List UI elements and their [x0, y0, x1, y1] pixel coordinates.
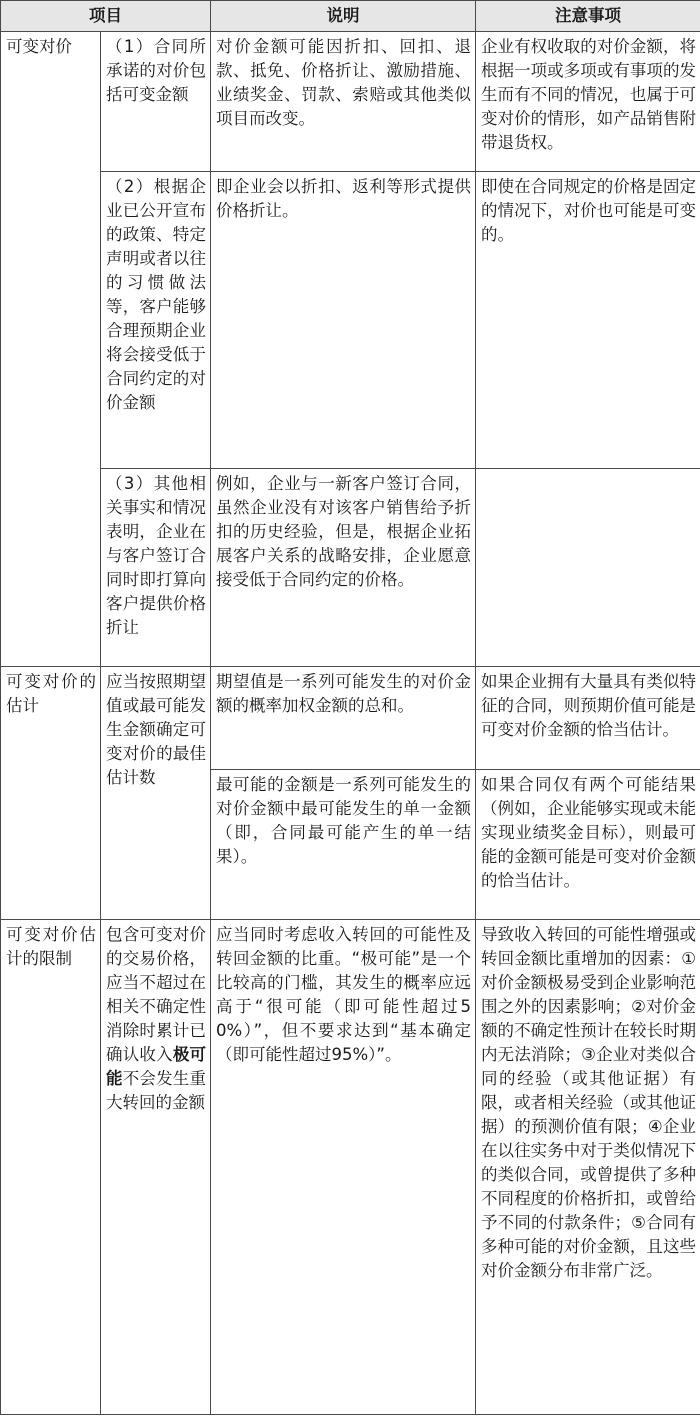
table-row [1, 469, 700, 667]
table-row [1, 172, 700, 469]
sub-item-constraint [101, 920, 211, 1415]
description-cell: 期望值是一系列可能发生的对价金额的概率加权金额的总和。 [211, 667, 476, 770]
sub-item-estimate: 应当按照期望值或最可能发生金额确定可变对价的最佳估计数 [101, 667, 211, 920]
note-cell: 即使在合同规定的价格是固定的情况下，对价也可能是可变的。 [476, 172, 700, 469]
note-cell: 如果合同仅有两个可能结果（例如，企业能够实现或未能实现业绩奖金目标），则最可能的金额可能是可变对价金额的恰当估计。 [476, 770, 700, 920]
note-cell [476, 469, 700, 667]
constraint-text-b: 不会发生重大转回的金额 [106, 1069, 207, 1112]
sub-item-2: （2）根据企业已公开宣布的政策、特定声明或者以往的习惯做法等，客户能够合理预期企业将会接受低于合同约定的对价金额 [101, 172, 211, 469]
note-cell: 企业有权收取的对价金额，将根据一项或多项或有事项的发生而有不同的情况，也属于可变对价的情形，如产品销售附带退货权。 [476, 32, 700, 172]
constraint-bold-term: 极可能 [106, 1045, 207, 1088]
sub-item-1: （1）合同所承诺的对价包括可变金额 [101, 32, 211, 172]
description-cell: 例如，企业与一新客户签订合同，虽然企业没有对该客户销售给予折扣的历史经验，但是，根据企业拓展客户关系的战略安排，企业愿意接受低于合同约定的价格。 [211, 469, 476, 667]
sub-item-3: （3）其他相关事实和情况表明，企业在与客户签订合同时即打算向客户提供价格折让 [101, 469, 211, 667]
description-cell: 应当同时考虑收入转回的可能性及转回金额的比重。“极可能”是一个比较高的门槛，其发生的概率应远高于“很可能（即可能性超过50%）”，但不要求达到“基本确定（即可能性超过95%）”。 [211, 920, 476, 1415]
table-row [1, 667, 700, 770]
constraint-text-a: 包含可变对价的交易价格，应当不超过在相关不确定性消除时累计已确认收入 [106, 925, 206, 1064]
section-estimate: 可变对价的估计 [1, 667, 101, 920]
header-item: 项目 [1, 1, 211, 32]
table-row [1, 920, 700, 1415]
table-row [1, 32, 700, 172]
note-cell: 如果企业拥有大量具有类似特征的合同，则预期价值可能是可变对价金额的恰当估计。 [476, 667, 700, 770]
section-variable-consideration: 可变对价 [1, 32, 101, 667]
header-row [1, 1, 700, 32]
description-cell: 即企业会以折扣、返利等形式提供价格折让。 [211, 172, 476, 469]
note-cell: 导致收入转回的可能性增强或转回金额比重增加的因素：①对价金额极易受到企业影响范围之外的因素影响；②对价金额的不确定性预计在较长时期内无法消除；③企业对类似合同的经验（或其他证据）有限，或者相关经验（或其他证据）的预测价值有限；④企业在以往实务中对于类似情况下的类似合同，或曾提供了多种不同程度的价格折扣，或曾给予不同的付款条件；⑤合同有多种可能的对价金额，且这些对价金额分布非常广泛。 [476, 920, 700, 1415]
description-cell: 最可能的金额是一系列可能发生的对价金额中最可能发生的单一金额（即，合同最可能产生的单一结果）。 [211, 770, 476, 920]
description-cell: 对价金额可能因折扣、回扣、退款、抵免、价格折让、激励措施、业绩奖金、罚款、索赔或其他类似项目而改变。 [211, 32, 476, 172]
header-description: 说明 [211, 1, 476, 32]
header-notes: 注意事项 [476, 1, 700, 32]
section-constraint: 可变对价估计的限制 [1, 920, 101, 1415]
